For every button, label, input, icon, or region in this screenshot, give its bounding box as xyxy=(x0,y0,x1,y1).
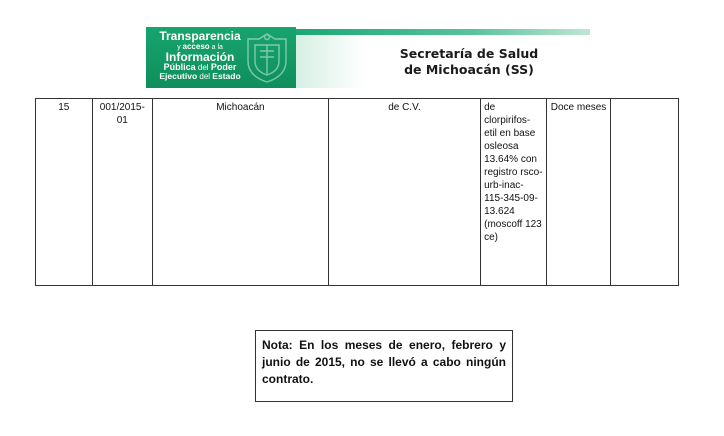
cell-company: de C.V. xyxy=(328,99,480,286)
cell-vigencia: Doce meses xyxy=(546,99,611,286)
logo-line-2: y acceso a la xyxy=(177,42,223,51)
note-box: Nota: En los meses de enero, febrero y junio de 2015, no se llevó a cabo ningún contrato. xyxy=(255,330,513,402)
table-row xyxy=(36,99,679,286)
logo-line-1: Transparencia xyxy=(159,29,241,43)
contracts-table xyxy=(35,98,679,286)
cell-expediente: 001/2015-01 xyxy=(92,99,153,286)
header-banner xyxy=(146,27,590,88)
cell-state: Michoacán xyxy=(153,99,329,286)
cell-description: de clorpirifos-etil en base osleosa 13.64% con registro rsco-urb-inac-115-345-09-13.624 (moscoff 123 ce) xyxy=(481,99,547,286)
secretaria-line-1: Secretaría de Salud xyxy=(399,46,539,61)
cell-empty xyxy=(611,99,679,286)
logo-line-5: Ejecutivo del Estado xyxy=(159,71,241,81)
secretaria-line-2: de Michoacán (SS) xyxy=(404,62,534,77)
transparency-logo xyxy=(146,30,254,81)
banner-fade xyxy=(296,35,366,88)
logo-line-3: Información xyxy=(165,50,235,64)
cell-number: 15 xyxy=(36,99,93,286)
logo-line-4: Pública del Poder xyxy=(163,62,237,72)
secretaria-title xyxy=(379,46,559,78)
